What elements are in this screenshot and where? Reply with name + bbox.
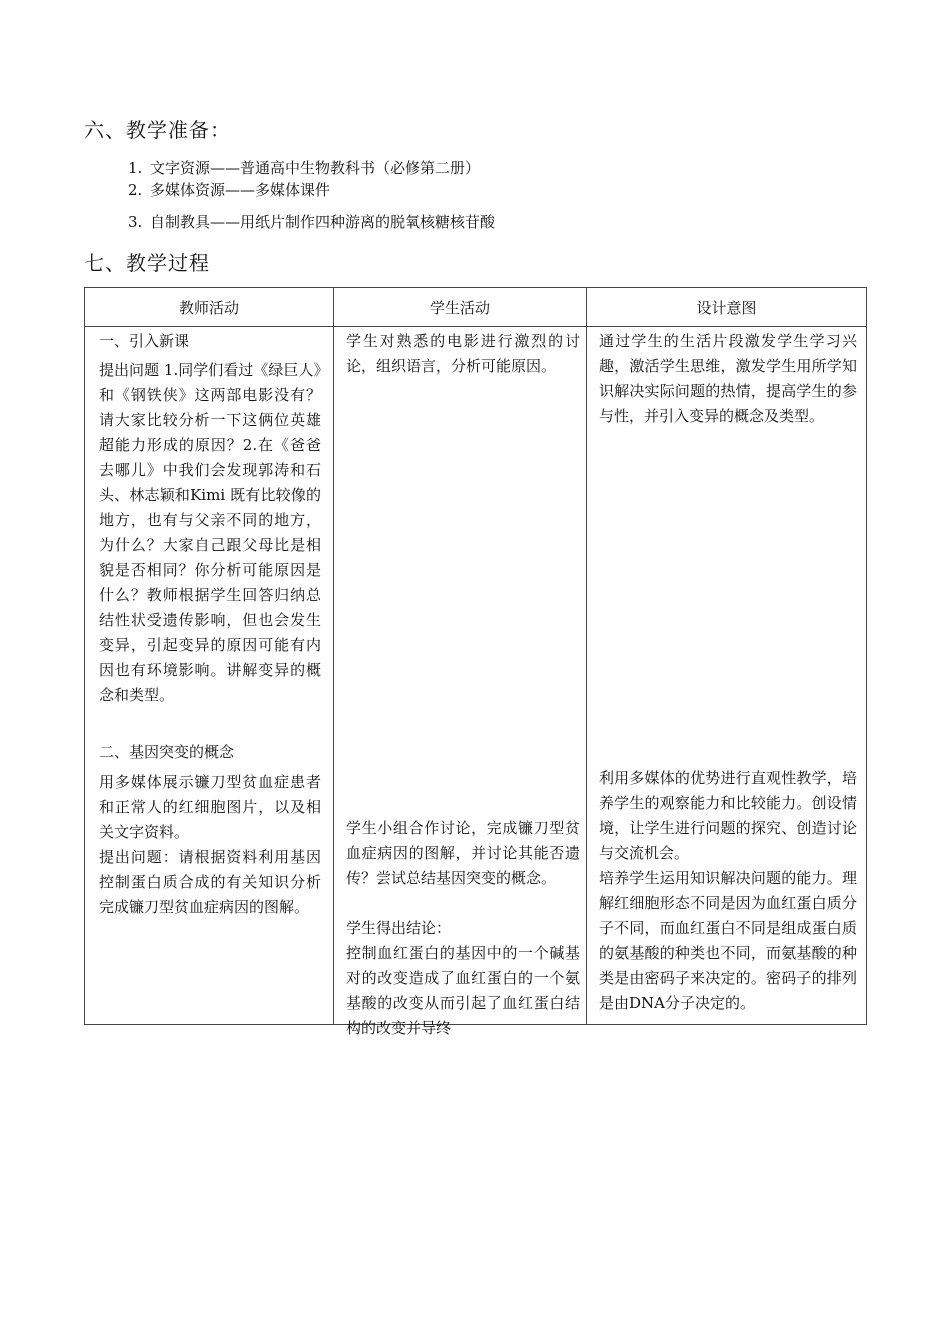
header-teacher-activity: 教师活动 xyxy=(85,288,334,327)
header-design-intent: 设计意图 xyxy=(587,288,867,327)
student-text-3: 学生得出结论： xyxy=(346,919,452,937)
teaching-process-table xyxy=(84,287,867,1037)
teacher-section2-title: 二、基因突变的概念 xyxy=(99,743,235,761)
design-intent-cell xyxy=(587,327,867,1025)
design-text-2: 利用多媒体的优势进行直观性教学，培养学生的观察能力和比较能力。创设情境，让学生进行问题的探究、创造讨论与交流机会。 xyxy=(599,769,857,862)
teacher-section1-title: 一、引入新课 xyxy=(99,332,190,350)
table-row xyxy=(85,327,867,1025)
prep-item-text: 多媒体资源——多媒体课件 xyxy=(150,181,331,199)
student-text-1: 学生对熟悉的电影进行激烈的讨论，组织语言，分析可能原因。 xyxy=(346,332,580,375)
prep-item-3 xyxy=(128,212,495,232)
table-header-row xyxy=(85,288,867,327)
teacher-section1-text: 提出问题 1.同学们看过《绿巨人》和《钢铁侠》这两部电影没有？请大家比较分析一下这俩位英雄超能力形成的原因？2.在《爸爸去哪儿》中我们会发现郭涛和石头、林志颖和Kimi 既有比较像的地方，也有与父亲不同的地方，为什么？大家自己跟父母比是相貌是否相同？你分析可能原因是什么？教师根据学生回答归纳总结性状受遗传影响，但也会发生变异，引起变异的原因可能有内因也有环境影响。讲解变异的概念和类型。 xyxy=(99,361,321,704)
prep-item-number: 3. xyxy=(128,213,143,231)
section-heading-preparation: 六、教学准备： xyxy=(84,118,231,142)
prep-item-number: 2. xyxy=(128,181,143,199)
header-student-activity: 学生活动 xyxy=(334,288,587,327)
student-activity-cell xyxy=(334,327,587,1037)
student-text-4: 控制血红蛋白的基因中的一个碱基对的改变造成了血红蛋白的一个氨基酸的改变从而引起了血红蛋白结构的改变并导终 xyxy=(346,944,580,1037)
prep-item-text: 自制教具——用纸片制作四种游离的脱氧核糖核苷酸 xyxy=(150,213,496,231)
prep-item-text: 文字资源——普通高中生物教科书（必修第二册） xyxy=(150,159,481,177)
teacher-section2-question: 提出问题：请根据资料利用基因控制蛋白质合成的有关知识分析完成镰刀型贫血症病因的图解。 xyxy=(99,848,321,916)
teacher-section2-text: 用多媒体展示镰刀型贫血症患者和正常人的红细胞图片，以及相关文字资料。 xyxy=(99,773,321,841)
prep-item-1 xyxy=(128,158,480,178)
design-text-3: 培养学生运用知识解决问题的能力。理解红细胞形态不同是因为血红蛋白质分子不同，而血红蛋白不同是组成蛋白质的氨基酸的种类也不同，而氨基酸的种类是由密码子来决定的。密码子的排列是由DNA分子决定的。 xyxy=(599,869,857,1012)
teacher-activity-cell xyxy=(85,327,334,1025)
prep-item-number: 1. xyxy=(128,159,143,177)
design-text-1: 通过学生的生活片段激发学生学习兴趣，激活学生思维，激发学生用所学知识解决实际问题的热情，提高学生的参与性，并引入变异的概念及类型。 xyxy=(599,332,857,425)
student-text-2: 学生小组合作讨论，完成镰刀型贫血症病因的图解，并讨论其能否遗传？尝试总结基因突变的概念。 xyxy=(346,819,580,887)
prep-item-2 xyxy=(128,180,330,200)
section-heading-process: 七、教学过程 xyxy=(84,251,210,275)
